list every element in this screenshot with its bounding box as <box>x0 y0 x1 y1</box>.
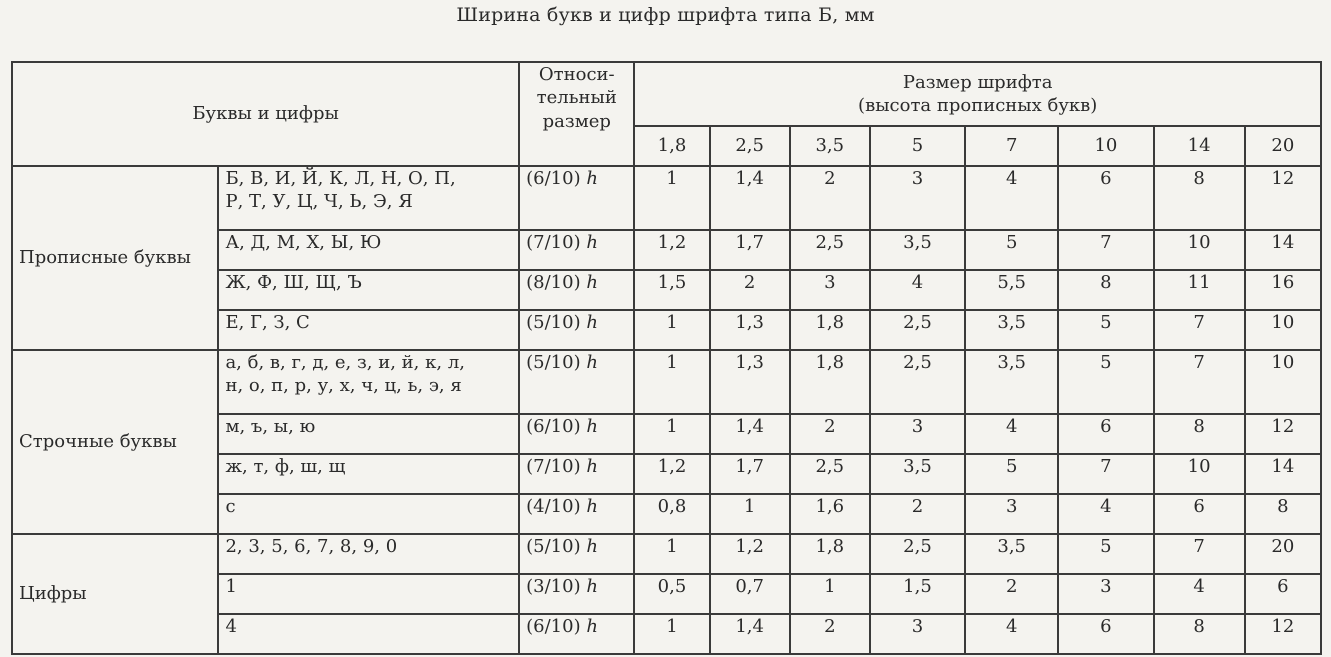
value-cell: 1,3 <box>710 310 790 350</box>
letters-line: 4 <box>225 616 237 637</box>
value-cell: 6 <box>1058 614 1153 654</box>
value-cell: 3 <box>1058 574 1153 614</box>
value-cell: 8 <box>1245 494 1321 534</box>
value-cell: 1,7 <box>710 454 790 494</box>
value-cell: 14 <box>1245 230 1321 270</box>
value-cell: 2,5 <box>790 230 870 270</box>
relative-fraction: (5/10) <box>526 312 581 333</box>
value-cell: 10 <box>1245 350 1321 414</box>
value-cell: 1,8 <box>790 534 870 574</box>
value-cell: 1,8 <box>790 310 870 350</box>
value-cell: 6 <box>1058 414 1153 454</box>
value-cell: 1 <box>634 350 709 414</box>
value-cell: 1 <box>710 494 790 534</box>
relative-size-cell <box>519 494 634 534</box>
value-cell: 7 <box>1058 454 1153 494</box>
value-cell: 8 <box>1154 166 1245 230</box>
letters-cell <box>218 310 519 350</box>
relative-fraction: (5/10) <box>526 536 581 557</box>
height-symbol: h <box>586 496 598 517</box>
height-symbol: h <box>586 232 598 253</box>
letters-line: Е, Г, З, С <box>225 312 310 333</box>
value-cell: 4 <box>965 414 1058 454</box>
relative-fraction: (6/10) <box>526 168 581 189</box>
letters-line: А, Д, М, Х, Ы, Ю <box>225 232 382 253</box>
value-cell: 1,4 <box>710 614 790 654</box>
value-cell: 4 <box>870 270 965 310</box>
value-cell: 1 <box>634 534 709 574</box>
letters-line: м, ъ, ы, ю <box>225 416 316 437</box>
height-symbol: h <box>586 272 598 293</box>
height-symbol: h <box>586 352 598 373</box>
relative-fraction: (6/10) <box>526 416 581 437</box>
relative-size-cell <box>519 414 634 454</box>
value-cell: 1 <box>634 614 709 654</box>
letters-cell <box>218 414 519 454</box>
relative-size-cell <box>519 270 634 310</box>
group-label: Цифры <box>12 534 218 654</box>
value-cell: 14 <box>1245 454 1321 494</box>
relative-size-cell <box>519 454 634 494</box>
height-symbol: h <box>586 168 598 189</box>
value-cell: 3 <box>790 270 870 310</box>
relative-size-cell <box>519 574 634 614</box>
header-size-line: Размер шрифта <box>902 71 1053 93</box>
value-cell: 0,7 <box>710 574 790 614</box>
group-label: Прописные буквы <box>12 166 218 350</box>
value-cell: 3 <box>870 614 965 654</box>
header-size-cell: 20 <box>1245 126 1321 166</box>
value-cell: 1 <box>634 166 709 230</box>
value-cell: 2 <box>790 166 870 230</box>
value-cell: 3 <box>870 166 965 230</box>
value-cell: 2 <box>790 414 870 454</box>
value-cell: 1,8 <box>790 350 870 414</box>
letters-cell <box>218 614 519 654</box>
value-cell: 0,5 <box>634 574 709 614</box>
letters-line: 1 <box>225 576 237 597</box>
table-row <box>12 350 1321 414</box>
letters-line: а, б, в, г, д, е, з, и, й, к, л, <box>225 352 465 373</box>
value-cell: 2,5 <box>870 534 965 574</box>
group-label: Строчные буквы <box>12 350 218 534</box>
header-size-cell: 3,5 <box>790 126 870 166</box>
value-cell: 3,5 <box>870 454 965 494</box>
value-cell: 12 <box>1245 414 1321 454</box>
relative-size-cell <box>519 230 634 270</box>
value-cell: 11 <box>1154 270 1245 310</box>
relative-fraction: (7/10) <box>526 232 581 253</box>
letters-cell <box>218 270 519 310</box>
value-cell: 1,4 <box>710 166 790 230</box>
value-cell: 7 <box>1154 534 1245 574</box>
relative-fraction: (5/10) <box>526 352 581 373</box>
header-size-cell: 7 <box>965 126 1058 166</box>
letters-cell <box>218 534 519 574</box>
header-rel-line: размер <box>542 110 611 132</box>
value-cell: 3 <box>870 414 965 454</box>
header-size-cell: 10 <box>1058 126 1153 166</box>
value-cell: 6 <box>1245 574 1321 614</box>
value-cell: 20 <box>1245 534 1321 574</box>
value-cell: 4 <box>965 614 1058 654</box>
value-cell: 1,2 <box>634 454 709 494</box>
value-cell: 2,5 <box>790 454 870 494</box>
value-cell: 3 <box>965 494 1058 534</box>
letters-line: н, о, п, р, у, х, ч, ц, ь, э, я <box>225 375 462 397</box>
relative-fraction: (8/10) <box>526 272 581 293</box>
relative-fraction: (7/10) <box>526 456 581 477</box>
height-symbol: h <box>586 616 598 637</box>
value-cell: 6 <box>1058 166 1153 230</box>
value-cell: 12 <box>1245 166 1321 230</box>
value-cell: 5 <box>1058 310 1153 350</box>
relative-fraction: (4/10) <box>526 496 581 517</box>
value-cell: 5,5 <box>965 270 1058 310</box>
value-cell: 2 <box>710 270 790 310</box>
letters-line: с <box>225 496 236 517</box>
header-rel-line: Относи- <box>538 64 615 85</box>
value-cell: 4 <box>965 166 1058 230</box>
header-size-cell: 5 <box>870 126 965 166</box>
value-cell: 10 <box>1154 230 1245 270</box>
header-size-cell: 14 <box>1154 126 1245 166</box>
value-cell: 1,2 <box>634 230 709 270</box>
value-cell: 7 <box>1154 350 1245 414</box>
table-row <box>12 534 1321 574</box>
value-cell: 1,5 <box>870 574 965 614</box>
value-cell: 8 <box>1154 614 1245 654</box>
value-cell: 5 <box>1058 350 1153 414</box>
letters-cell <box>218 574 519 614</box>
value-cell: 8 <box>1154 414 1245 454</box>
header-relative-size <box>519 62 634 166</box>
height-symbol: h <box>586 536 598 557</box>
value-cell: 5 <box>965 230 1058 270</box>
value-cell: 3,5 <box>965 534 1058 574</box>
value-cell: 6 <box>1154 494 1245 534</box>
value-cell: 4 <box>1058 494 1153 534</box>
value-cell: 2 <box>965 574 1058 614</box>
header-rel-line: тельный <box>536 87 617 109</box>
value-cell: 0,8 <box>634 494 709 534</box>
height-symbol: h <box>586 416 598 437</box>
value-cell: 16 <box>1245 270 1321 310</box>
value-cell: 1 <box>634 414 709 454</box>
relative-size-cell <box>519 614 634 654</box>
value-cell: 3,5 <box>965 350 1058 414</box>
value-cell: 1,6 <box>790 494 870 534</box>
height-symbol: h <box>586 576 598 597</box>
header-size-cell: 1,8 <box>634 126 709 166</box>
letters-line: 2, 3, 5, 6, 7, 8, 9, 0 <box>225 536 398 557</box>
relative-size-cell <box>519 166 634 230</box>
header-font-size <box>634 62 1321 126</box>
value-cell: 8 <box>1058 270 1153 310</box>
relative-size-cell <box>519 534 634 574</box>
font-width-table <box>11 61 1322 655</box>
value-cell: 10 <box>1154 454 1245 494</box>
relative-fraction: (3/10) <box>526 576 581 597</box>
value-cell: 2,5 <box>870 310 965 350</box>
value-cell: 1,5 <box>634 270 709 310</box>
value-cell: 5 <box>965 454 1058 494</box>
header-letters: Буквы и цифры <box>12 62 519 166</box>
value-cell: 2 <box>870 494 965 534</box>
letters-cell <box>218 494 519 534</box>
value-cell: 1,3 <box>710 350 790 414</box>
relative-size-cell <box>519 310 634 350</box>
value-cell: 7 <box>1058 230 1153 270</box>
height-symbol: h <box>586 456 598 477</box>
value-cell: 1,7 <box>710 230 790 270</box>
value-cell: 3,5 <box>965 310 1058 350</box>
value-cell: 5 <box>1058 534 1153 574</box>
letters-cell <box>218 350 519 414</box>
value-cell: 1,4 <box>710 414 790 454</box>
relative-size-cell <box>519 350 634 414</box>
value-cell: 4 <box>1154 574 1245 614</box>
value-cell: 12 <box>1245 614 1321 654</box>
letters-line: Ж, Ф, Ш, Щ, Ъ <box>225 272 362 293</box>
table-title: Ширина букв и цифр шрифта типа Б, мм <box>456 4 875 26</box>
header-size-cell: 2,5 <box>710 126 790 166</box>
letters-line: Р, Т, У, Ц, Ч, Ь, Э, Я <box>225 191 413 213</box>
relative-fraction: (6/10) <box>526 616 581 637</box>
letters-line: ж, т, ф, ш, щ <box>225 456 346 477</box>
letters-cell <box>218 230 519 270</box>
value-cell: 10 <box>1245 310 1321 350</box>
table-row <box>12 166 1321 230</box>
value-cell: 1 <box>634 310 709 350</box>
letters-cell <box>218 166 519 230</box>
value-cell: 7 <box>1154 310 1245 350</box>
letters-line: Б, В, И, Й, К, Л, Н, О, П, <box>225 168 456 189</box>
value-cell: 1 <box>790 574 870 614</box>
letters-cell <box>218 454 519 494</box>
header-size-line: (высота прописных букв) <box>858 95 1098 116</box>
value-cell: 1,2 <box>710 534 790 574</box>
value-cell: 2,5 <box>870 350 965 414</box>
value-cell: 2 <box>790 614 870 654</box>
height-symbol: h <box>586 312 598 333</box>
value-cell: 3,5 <box>870 230 965 270</box>
